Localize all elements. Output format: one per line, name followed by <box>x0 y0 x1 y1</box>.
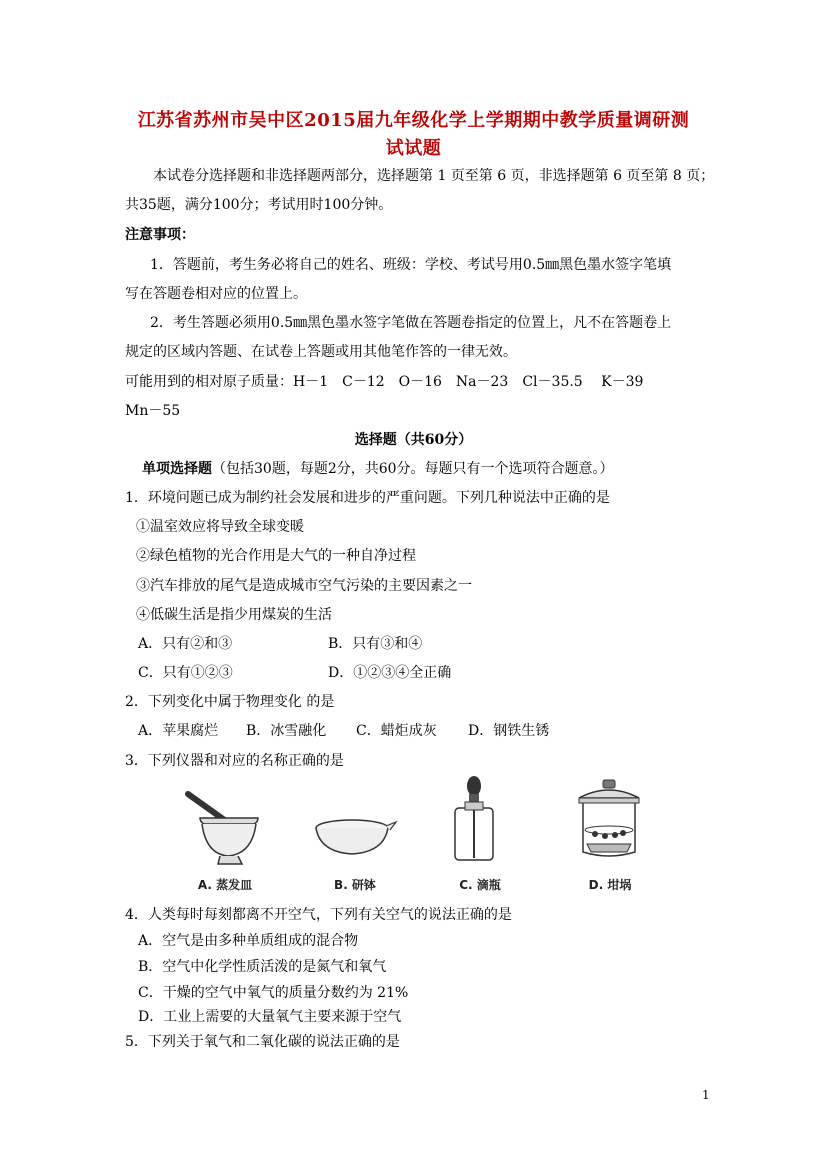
q1-option-a: A．只有②和③ <box>138 636 233 652</box>
dropper-bottle-icon <box>425 772 535 872</box>
q3-figure-d <box>555 772 665 900</box>
single-choice-label: 单项选择题 <box>142 461 212 477</box>
q1-stem: 1．环境问题已成为制约社会发展和进步的严重问题。下列几种说法中正确的是 <box>125 490 610 506</box>
intro-line-1: 本试卷分选择题和非选择题两部分，选择题第 1 页至第 6 页，非选择题第 6 页至第 8 页； <box>153 168 715 184</box>
q1-statement-1: ①温室效应将导致全球变暖 <box>136 519 304 535</box>
note-1-line-1: 1．答题前，考生务必将自己的姓名、班级：学校、考试号用0.5㎜黑色墨水签字笔填 <box>150 257 672 273</box>
note-2-line-1: 2．考生答题必须用0.5㎜黑色墨水签字笔做在答题卷指定的位置上，凡不在答题卷上 <box>150 315 672 331</box>
q3-label-d: D. 坩埚 <box>588 878 632 892</box>
q3-figure-c <box>425 772 535 900</box>
q1-statement-4: ④低碳生活是指少用煤炭的生活 <box>136 607 332 623</box>
q4-option-c: C．干燥的空气中氧气的质量分数约为 21% <box>138 985 409 1001</box>
intro-line-2: 共35题，满分100分；考试用时100分钟。 <box>125 197 393 213</box>
single-choice-instructions <box>142 460 614 478</box>
q1-option-c: C．只有①②③ <box>138 665 233 681</box>
q1-statement-2: ②绿色植物的光合作用是大气的一种自净过程 <box>136 548 416 564</box>
q2-option-c: C．蜡炬成灰 <box>356 723 437 739</box>
title-line-2: 试试题 <box>385 138 442 159</box>
q4-option-d: D．工业上需要的大量氧气主要来源于空气 <box>138 1009 402 1025</box>
q2-option-b: B．冰雪融化 <box>246 723 327 739</box>
atomic-masses-line-1: 可能用到的相对原子质量：H－1 C－12 O－16 Na－23 Cl－35.5 K－39 <box>125 374 644 390</box>
mortar-pestle-icon <box>170 772 280 872</box>
note-1-line-2: 写在答题卷相对应的位置上。 <box>125 286 307 302</box>
q5-stem: 5．下列关于氧气和二氧化碳的说法正确的是 <box>125 1034 400 1050</box>
q2-option-d: D．钢铁生锈 <box>468 723 550 739</box>
single-choice-description: （包括30题，每题2分，共60分。每题只有一个选项符合题意。） <box>212 461 614 477</box>
q1-statement-3: ③汽车排放的尾气是造成城市空气污染的主要因素之一 <box>136 578 472 594</box>
page-number: 1 <box>702 1088 710 1102</box>
q1-option-d: D．①②③④全正确 <box>328 665 452 681</box>
note-2-line-2: 规定的区域内答题、在试卷上答题或用其他笔作答的一律无效。 <box>125 344 517 360</box>
q1-option-b: B．只有③和④ <box>328 636 423 652</box>
q3-figure-a <box>170 772 280 900</box>
q3-figure-b <box>300 772 410 900</box>
q3-apparatus-figure <box>170 772 670 900</box>
q3-label-b: B. 研钵 <box>334 878 376 892</box>
atomic-masses-line-2: Mn－55 <box>125 403 181 419</box>
section-title: 选择题（共60分） <box>354 432 473 448</box>
q3-stem: 3．下列仪器和对应的名称正确的是 <box>125 753 344 769</box>
evaporating-dish-icon <box>300 772 410 872</box>
q4-stem: 4．人类每时每刻都离不开空气，下列有关空气的说法正确的是 <box>125 907 512 923</box>
q2-option-a: A．苹果腐烂 <box>138 723 219 739</box>
crucible-icon <box>555 772 665 872</box>
q3-label-a: A. 蒸发皿 <box>197 878 253 892</box>
q2-stem: 2．下列变化中属于物理变化 的是 <box>125 694 335 710</box>
q4-option-a: A．空气是由多种单质组成的混合物 <box>138 933 359 949</box>
notes-heading: 注意事项： <box>125 227 195 243</box>
title-line-1: 江苏省苏州市吴中区2015届九年级化学上学期期中教学质量调研测 <box>137 110 690 131</box>
q3-label-c: C. 滴瓶 <box>459 878 501 892</box>
q4-option-b: B．空气中化学性质活泼的是氮气和氧气 <box>138 959 387 975</box>
